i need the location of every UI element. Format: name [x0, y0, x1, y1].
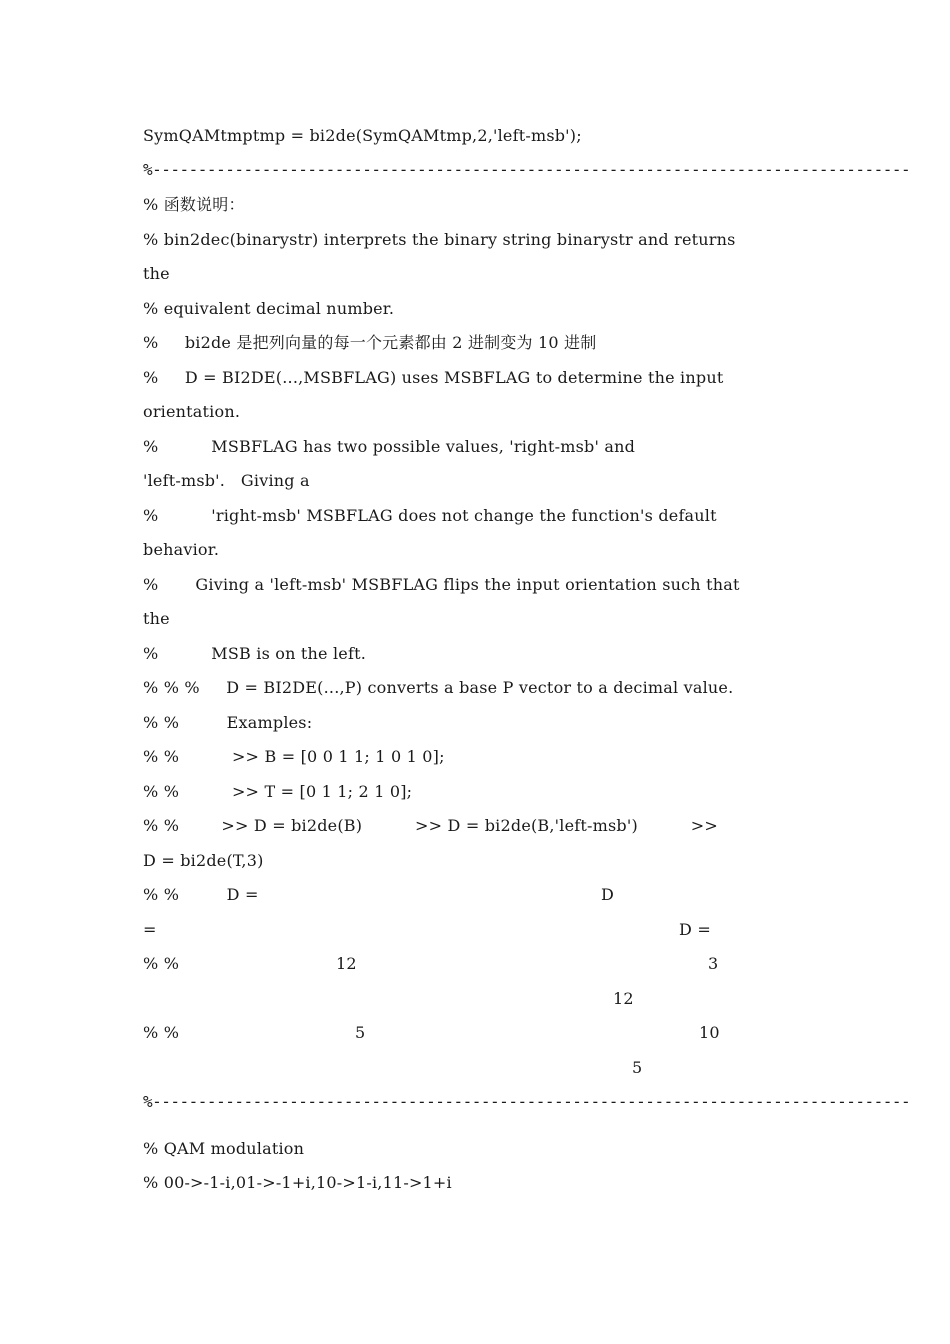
comment-line: % 00->-1-i,01->-1+i,10->1-i,11->1+i: [143, 1173, 452, 1192]
comment-fragment: 12: [336, 954, 357, 973]
comment-fragment: D: [601, 885, 615, 904]
comment-line: % equivalent decimal number.: [143, 299, 395, 318]
separator-line: %-----------------------------------------------------------------------------------: [143, 160, 911, 179]
comment-line: % % D =: [143, 885, 259, 904]
comment-line: % D = BI2DE(...,MSBFLAG) uses MSBFLAG to determine the input: [143, 368, 724, 387]
comment-fragment: D =: [679, 920, 711, 939]
comment-fragment: 10: [699, 1023, 720, 1042]
comment-fragment: % %: [143, 954, 180, 973]
comment-fragment: 5: [355, 1023, 366, 1042]
comment-fragment: 12: [613, 989, 634, 1008]
comment-fragment: 5: [632, 1058, 643, 1077]
comment-fragment: % %: [143, 1023, 180, 1042]
comment-line: % Giving a 'left-msb' MSBFLAG flips the input orientation such that: [143, 575, 740, 594]
comment-line: 'left-msb'. Giving a: [143, 471, 310, 490]
comment-line: % MSBFLAG has two possible values, 'right-msb' and: [143, 437, 636, 456]
comment-line: % MSB is on the left.: [143, 644, 366, 663]
comment-line: the: [143, 264, 170, 283]
comment-line: % 'right-msb' MSBFLAG does not change the function's default: [143, 506, 717, 525]
code-line: SymQAMtmptmp = bi2de(SymQAMtmp,2,'left-msb');: [143, 126, 582, 145]
comment-line: % % % D = BI2DE(...,P) converts a base P vector to a decimal value.: [143, 678, 734, 697]
comment-line: % % >> B = [0 0 1 1; 1 0 1 0];: [143, 747, 445, 766]
comment-line: behavior.: [143, 540, 220, 559]
comment-line: % % >> D = bi2de(B) >> D = bi2de(B,'left-msb') >>: [143, 816, 718, 835]
comment-line: % % >> T = [0 1 1; 2 1 0];: [143, 782, 413, 801]
comment-line: D = bi2de(T,3): [143, 851, 264, 870]
comment-line: % bi2de 是把列向量的每一个元素都由 2 进制变为 10 进制: [143, 333, 597, 352]
comment-fragment: =: [143, 920, 157, 939]
comment-line: the: [143, 609, 170, 628]
comment-line: % QAM modulation: [143, 1139, 305, 1158]
comment-line: % bin2dec(binarystr) interprets the binary string binarystr and returns: [143, 230, 736, 249]
comment-line: % % Examples:: [143, 713, 313, 732]
separator-line: %-----------------------------------------------------------------------------------: [143, 1092, 911, 1111]
comment-line: orientation.: [143, 402, 241, 421]
comment-fragment: 3: [708, 954, 719, 973]
comment-heading: % 函数说明：: [143, 195, 245, 214]
